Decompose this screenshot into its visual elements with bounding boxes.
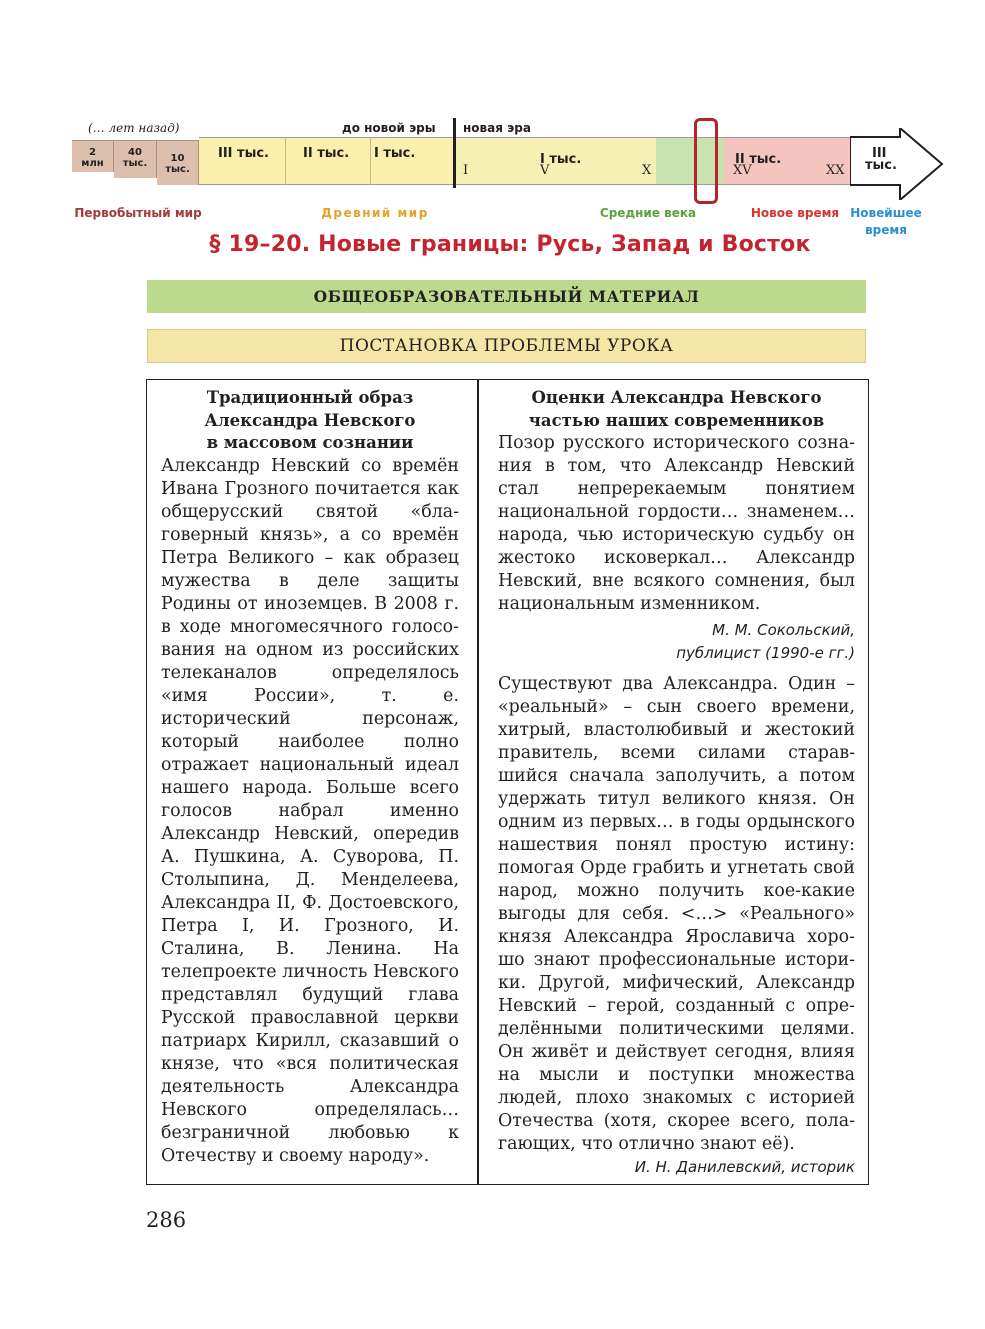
problem-statement-bar: ПОСТАНОВКА ПРОБЛЕМЫ УРОКА (147, 329, 866, 363)
era-modern-label: Новое время (750, 206, 840, 220)
general-material-bar: ОБЩЕОБРАЗОВАТЕЛЬНЫЙ МАТЕРИАЛ (147, 280, 866, 313)
millennium-1-bce: I тыс. (374, 146, 416, 161)
century-15: XV (733, 163, 752, 178)
right-column-heading (498, 387, 855, 432)
page-title: § 19–20. Новые границы: Русь, Запад и Восток (209, 232, 811, 257)
step-value: 40 (128, 147, 142, 158)
quote-sokolsky-role: публицист (1990-е гг.) (676, 644, 855, 662)
millennium-3-bce: III тыс. (218, 146, 269, 161)
heading-line: Оценки Александра Невского (531, 388, 822, 407)
left-column (161, 387, 459, 1168)
millennium-2-bce: II тыс. (303, 146, 350, 161)
step-value: 2 (89, 147, 96, 158)
bce-label: до новой эры (342, 121, 436, 135)
step-value: 10 (170, 153, 185, 164)
millennium-divider (285, 137, 286, 185)
century-1: I (463, 163, 469, 178)
timeline-step-40k (114, 140, 157, 178)
century-10: X (642, 163, 652, 178)
era-primitive-text: Первобытный мир (74, 206, 202, 220)
left-column-heading (161, 387, 459, 455)
quote-sokolsky-author: М. М. Сокольский, (712, 621, 855, 639)
millennium-1-ce: I тыс. (540, 152, 582, 167)
page-number: 286 (146, 1208, 187, 1232)
millennium-3-ce-bottom: тыс. (865, 158, 897, 173)
timeline-step-10k (157, 140, 199, 185)
century-5: V (540, 163, 550, 178)
step-unit: млн (81, 158, 104, 169)
timeline-step-2mln (72, 140, 114, 172)
century-20: XX (826, 163, 845, 178)
era-newest-text: Новейшее время (850, 206, 922, 237)
era-primitive-label (74, 205, 202, 222)
heading-line: Александра Невского (204, 410, 416, 430)
era-divider-line (453, 118, 456, 188)
era-ancient-label: Древний мир (321, 206, 429, 220)
quote-sokolsky: Позор русского исторического сознания в том, что Александр Невский стал непререкаемым понятием национальной гордости… знаменем… народа, чью историческую судьбу он жестоко исковеркал… Александр Невский, вне всякого сомнения, был национальным изменником. (498, 433, 855, 614)
step-unit: тыс. (165, 164, 190, 175)
era-middle-label: Средние века (599, 206, 697, 220)
column-divider (477, 379, 479, 1185)
heading-line: частью наших современников (528, 410, 825, 430)
millennium-3-ce-top: III (872, 146, 887, 161)
current-period-marker (694, 118, 718, 204)
left-column-text: Александр Невский со времён Ивана Грозного почитается как общерусский святой «благоверный князь», а со времён Петра Великого – как образец мужества в деле защиты Родины от иноземцев. В 2008 г. в ходе многомесячного голосования на одном из российских телеканалов определялось «имя России», т. е. исторический персонаж, который наиболее полно отражает национальный идеал нашего народа. Больше всего голосов набрал именно Александр Невский, опередив А. Пушкина, А. Суворова, П. Столыпина, Д. Менделеева, Александра II, Ф. Достоевского, Петра I, И. Грозного, И. Сталина, В. Ленина. На телепроекте личность Невского представлял будущий глава Русской православной церкви патриарх Кирилл, сказавший о князе, что «вся политическая деятельность Александра Невского определялась… безграничной любовью к Отечеству и своему народу». (161, 455, 459, 1166)
step-unit: тыс. (122, 158, 148, 169)
heading-line: в массовом сознании (206, 433, 414, 452)
ce-label: новая эра (463, 121, 531, 135)
heading-line: Традиционный образ (206, 388, 414, 407)
quote-danilevsky-author: И. Н. Данилевский, историк (634, 1158, 855, 1176)
years-ago-label: (… лет назад) (88, 121, 180, 135)
quote-danilevsky: Существуют два Александра. Один – «реальный» – сын своего времени, хитрый, властолюбивый и жестокий правитель, всеми силами старавшийся сначала заполучить, а потом удержать титул великого князя. Он одним из первых… в годы ордынского нашествия понял простую истину: помогая Орде грабить и угнетать свой народ, можно получить кое-какие выгоды для себя. <…> «Реального» князя Александра Ярославича хорошо знают профессиональные историки. Другой, мифический, Александр Невский – герой, созданный с определёнными политическими целями. Он живёт и действует сегодня, влияя на мысли и поступки множества людей, плохо знакомых с историей Отечества (хотя, скорее всего, полагающих, что отлично знают её). (498, 674, 855, 1154)
millennium-2-ce: II тыс. (735, 152, 782, 167)
right-column (498, 387, 855, 1179)
